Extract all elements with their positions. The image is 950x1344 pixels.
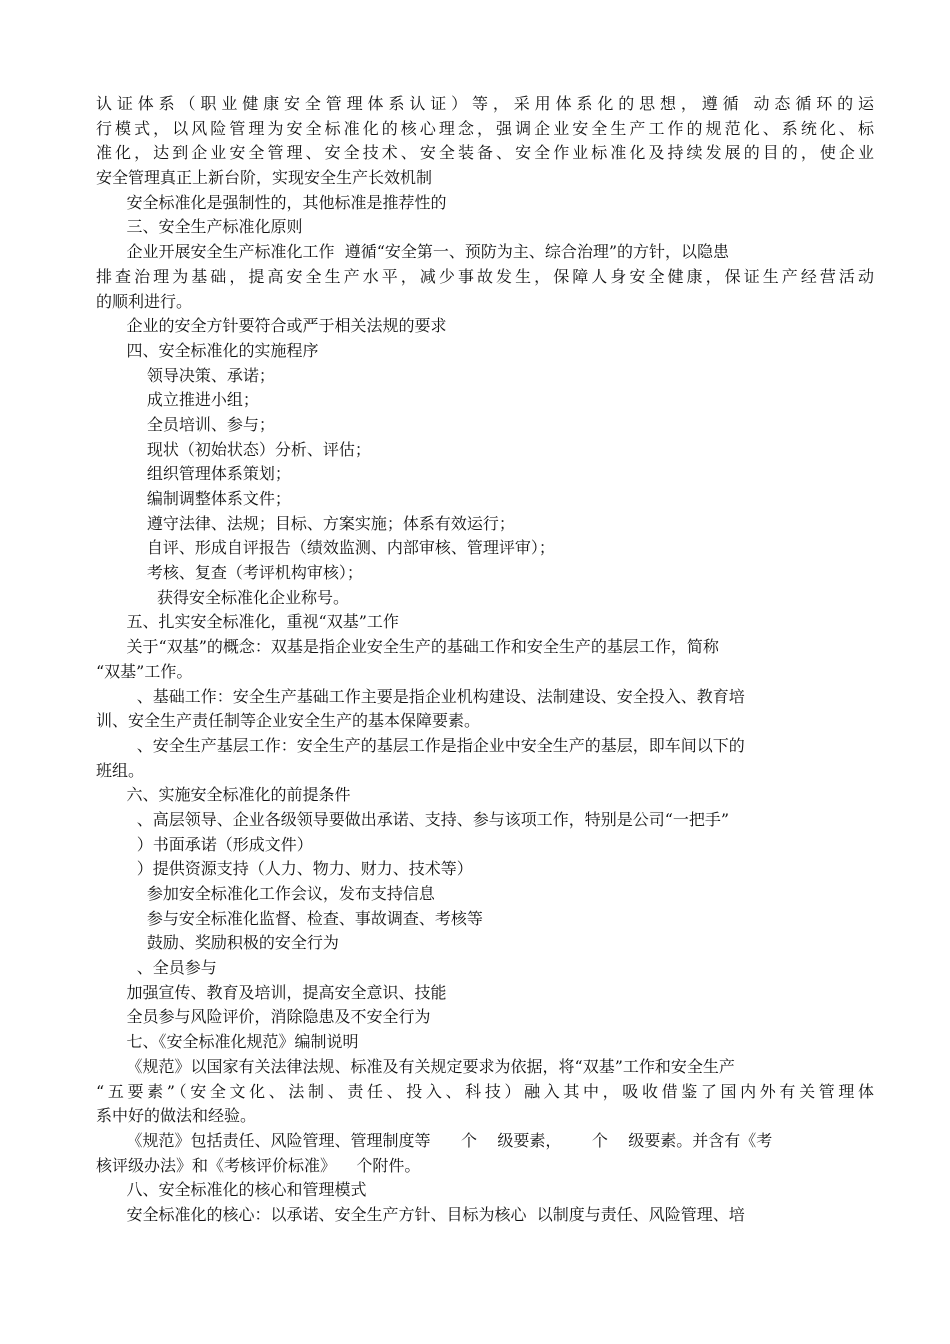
list-item: 自评、形成自评报告（绩效监测、内部审核、管理评审）；	[96, 538, 555, 558]
text-line: 排查治理为基础，提高安全生产水平，减少事故发生，保障人身安全健康，保证生产经营活动	[96, 266, 874, 286]
document-body	[96, 92, 874, 1228]
text-line: 全员参与风险评价，消除隐患及不安全行为	[96, 1007, 431, 1027]
text-line: 的顺利进行。	[96, 291, 193, 311]
text-line: 企业的安全方针要符合或严于相关法规的要求	[96, 316, 447, 336]
text-line: 、安全生产基层工作：安全生产的基层工作是指企业中安全生产的基层，即车间以下的	[96, 735, 745, 755]
list-item: 参加安全标准化工作会议，发布支持信息	[96, 884, 435, 903]
section-heading: 七、《安全标准化规范》编制说明	[96, 1032, 359, 1052]
text-line: 行模式，以风险管理为安全标准化的核心理念，强调企业安全生产工作的规范化、系统化、标	[96, 118, 874, 138]
section-heading: 八、安全标准化的核心和管理模式	[96, 1180, 367, 1200]
text-line: “五要素”（安全文化、法制、责任、投入、科技）融入其中，吸收借鉴了国内外有关管理体	[96, 1081, 874, 1101]
list-item: 遵守法律、法规；目标、方案实施；体系有效运行；	[96, 513, 515, 533]
list-item: 现状（初始状态）分析、评估；	[96, 439, 371, 459]
list-item: 组织管理体系策划；	[96, 464, 291, 484]
text-line: “双基”工作。	[96, 661, 193, 681]
list-item: 参与安全标准化监督、检查、事故调查、考核等	[96, 908, 483, 928]
text-line: 、基础工作：安全生产基础工作主要是指企业机构建设、法制建设、安全投入、教育培	[96, 686, 745, 706]
text-line: 安全标准化的核心：以承诺、安全生产方针、目标为核心 以制度与责任、风险管理、培	[96, 1204, 745, 1224]
list-item: 鼓励、奖励积极的安全行为	[96, 933, 339, 953]
text-line: 加强宣传、教育及培训，提高安全意识、技能	[96, 982, 447, 1002]
text-line: 训、安全生产责任制等企业安全生产的基本保障要素。	[96, 711, 481, 731]
text-line: 安全管理真正上新台阶，实现安全生产长效机制	[96, 168, 433, 188]
text-line: 、全员参与	[96, 958, 217, 978]
list-item: 全员培训、参与；	[96, 414, 275, 434]
text-line: 准化，达到企业安全管理、安全技术、安全装备、安全作业标准化及持续发展的目的，使企业	[96, 143, 874, 163]
list-item: 获得安全标准化企业称号。	[96, 587, 350, 607]
list-item: 领导决策、承诺；	[96, 365, 275, 385]
text-line: 、高层领导、企业各级领导要做出承诺、支持、参与该项工作，特别是公司“一把手”	[96, 809, 730, 829]
section-heading: 六、实施安全标准化的前提条件	[96, 785, 351, 805]
section-heading: 五、扎实安全标准化，重视“双基”工作	[96, 612, 399, 632]
text-line: 系中好的做法和经验。	[96, 1106, 257, 1126]
text-line: 关于“双基”的概念：双基是指企业安全生产的基础工作和安全生产的基层工作，简称	[96, 637, 719, 657]
text-line: 认证体系（职业健康安全管理体系认证）等，采用体系化的思想，遵循 动态循环的运	[96, 94, 874, 113]
section-heading: 四、安全标准化的实施程序	[96, 340, 319, 360]
text-line: 班组。	[96, 760, 145, 780]
text-line: 安全标准化是强制性的，其他标准是推荐性的	[96, 192, 447, 212]
text-line: 核评级办法》和《考核评价标准》 个附件。	[96, 1155, 421, 1175]
section-heading: 三、安全生产标准化原则	[96, 217, 303, 237]
text-line: 《规范》以国家有关法律法规、标准及有关规定要求为依据，将“双基”工作和安全生产	[96, 1056, 735, 1076]
text-line: 企业开展安全生产标准化工作 遵循“安全第一、预防为主、综合治理”的方针，以隐患	[96, 242, 730, 262]
list-item: 成立推进小组；	[96, 390, 259, 410]
list-item: 考核、复查（考评机构审核）；	[96, 563, 363, 583]
text-line: ）提供资源支持（人力、物力、财力、技术等）	[96, 859, 473, 879]
text-line: ）书面承诺（形成文件）	[96, 834, 313, 854]
text-line: 《规范》包括责任、风险管理、管理制度等 个 级要素， 个 级要素。并含有《考	[96, 1130, 773, 1150]
list-item: 编制调整体系文件；	[96, 489, 291, 508]
